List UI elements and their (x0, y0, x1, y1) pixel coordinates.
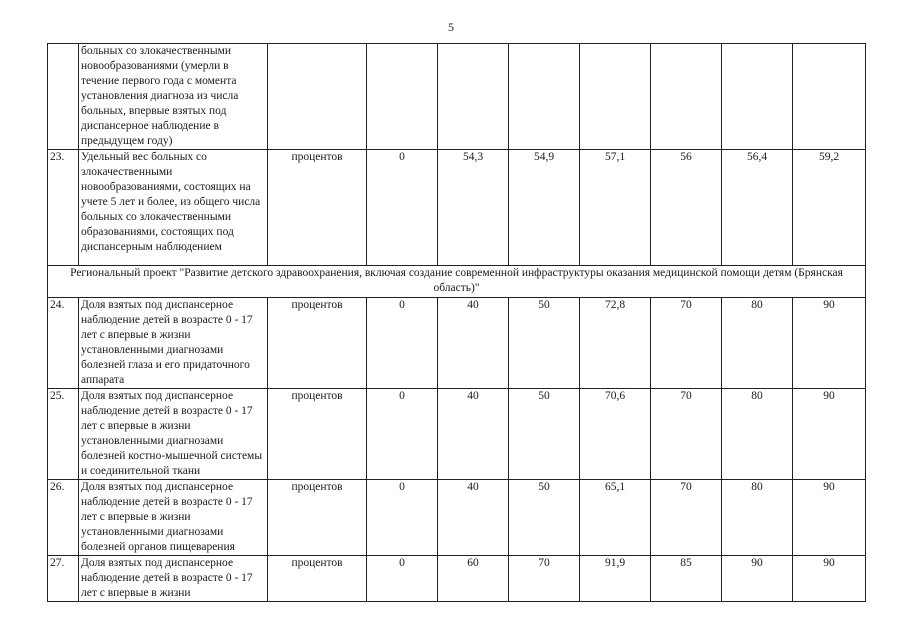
indicator-name: больных со злокачественными новообразованиями (умерли в течение первого года с момента установления диагноза из числа больных, впервые взятых под диспансерное наблюдение в предыдущем году) (79, 44, 268, 150)
indicator-name: Доля взятых под диспансерное наблюдение детей в возрасте 0 - 17 лет с впервые в жизни установленными диагнозами болезней органов пищеварения (79, 480, 268, 556)
value-cell: 90 (793, 298, 866, 389)
value-cell: 50 (509, 298, 580, 389)
value-cell (509, 44, 580, 150)
value-cell: 70 (651, 389, 722, 480)
value-cell: 70 (651, 298, 722, 389)
value-cell: 72,8 (580, 298, 651, 389)
table-row-27 (48, 556, 866, 602)
value-cell: 65,1 (580, 480, 651, 556)
value-cell (793, 44, 866, 150)
indicator-unit (268, 44, 367, 150)
value-cell: 80 (722, 298, 793, 389)
value-cell: 60 (438, 556, 509, 602)
value-cell: 40 (438, 389, 509, 480)
value-cell: 70 (509, 556, 580, 602)
section-title: Региональный проект "Развитие детского здравоохранения, включая создание современной инфраструктуры оказания медицинской помощи детям (Брянская область)" (48, 266, 866, 298)
value-cell: 91,9 (580, 556, 651, 602)
row-number: 24. (48, 298, 79, 389)
value-cell: 0 (367, 298, 438, 389)
value-cell: 50 (509, 480, 580, 556)
value-cell: 59,2 (793, 150, 866, 266)
value-cell: 0 (367, 556, 438, 602)
value-cell: 0 (367, 150, 438, 266)
indicator-name: Доля взятых под диспансерное наблюдение детей в возрасте 0 - 17 лет с впервые в жизни установленными диагнозами болезней глаза и его придаточного аппарата (79, 298, 268, 389)
value-cell: 90 (793, 480, 866, 556)
value-cell: 56,4 (722, 150, 793, 266)
indicator-unit: процентов (268, 556, 367, 602)
indicator-unit: процентов (268, 150, 367, 266)
value-cell: 54,3 (438, 150, 509, 266)
value-cell: 0 (367, 389, 438, 480)
value-cell: 80 (722, 389, 793, 480)
indicator-unit: процентов (268, 480, 367, 556)
value-cell: 90 (722, 556, 793, 602)
value-cell (722, 44, 793, 150)
indicator-name: Доля взятых под диспансерное наблюдение детей в возрасте 0 - 17 лет с впервые в жизни (79, 556, 268, 602)
section-header-row (48, 266, 866, 298)
table-row-25 (48, 389, 866, 480)
value-cell (580, 44, 651, 150)
value-cell: 50 (509, 389, 580, 480)
value-cell: 0 (367, 480, 438, 556)
value-cell: 54,9 (509, 150, 580, 266)
value-cell (367, 44, 438, 150)
value-cell: 85 (651, 556, 722, 602)
value-cell (438, 44, 509, 150)
table-row-23 (48, 150, 866, 266)
value-cell (651, 44, 722, 150)
value-cell: 70 (651, 480, 722, 556)
value-cell: 56 (651, 150, 722, 266)
row-number (48, 44, 79, 150)
row-number: 25. (48, 389, 79, 480)
value-cell: 40 (438, 298, 509, 389)
table-row-continuation (48, 44, 866, 150)
value-cell: 70,6 (580, 389, 651, 480)
row-number: 27. (48, 556, 79, 602)
table-row-24 (48, 298, 866, 389)
indicator-unit: процентов (268, 298, 367, 389)
value-cell: 40 (438, 480, 509, 556)
indicator-name: Доля взятых под диспансерное наблюдение детей в возрасте 0 - 17 лет с впервые в жизни установленными диагнозами болезней костно-мышечной системы и соединительной ткани (79, 389, 268, 480)
value-cell: 80 (722, 480, 793, 556)
page-number: 5 (448, 20, 454, 34)
value-cell: 90 (793, 556, 866, 602)
value-cell: 90 (793, 389, 866, 480)
table-row-26 (48, 480, 866, 556)
indicator-unit: процентов (268, 389, 367, 480)
indicators-table (47, 43, 866, 602)
indicator-name: Удельный вес больных со злокачественными новообразованиями, состоящих на учете 5 лет и более, из общего числа больных со злокачественными образованиями, состоящих под диспансерным наблюдением (79, 150, 268, 266)
row-number: 23. (48, 150, 79, 266)
value-cell: 57,1 (580, 150, 651, 266)
row-number: 26. (48, 480, 79, 556)
